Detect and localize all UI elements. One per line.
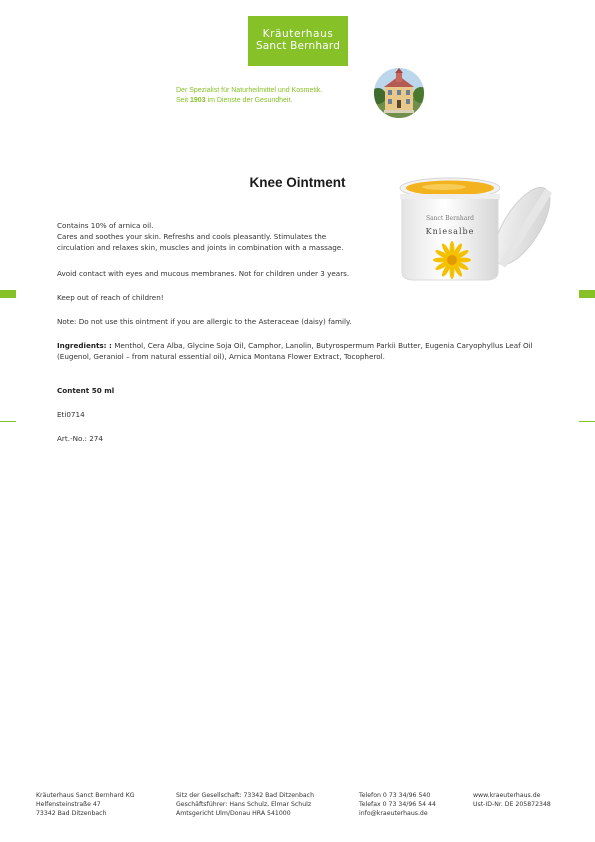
children-warning-text: Keep out of reach of children!	[57, 293, 164, 302]
left-fold-marker	[0, 290, 16, 298]
ingredients-list-part-2: (Eugenol, Geraniol – from natural essential oil), Arnica Montana Flower Extract, Tocopherol.	[57, 352, 385, 361]
footer-line: Kräuterhaus Sanct Bernhard KG	[36, 792, 135, 799]
product-title: Knee Ointment	[249, 175, 346, 190]
footer-line: Sitz der Gesellschaft: 73342 Bad Ditzenbach	[176, 792, 314, 799]
product-jar-image	[394, 174, 564, 284]
tagline-prefix: Seit	[176, 97, 191, 104]
footer-line: Helfensteinstraße 47	[36, 801, 101, 808]
label-code: Eti0714	[57, 410, 85, 419]
logo-line-2: Sanct Bernhard	[255, 40, 341, 52]
jar-brand-text: Sanct Bernhard	[425, 215, 475, 222]
footer-contact	[359, 791, 436, 818]
ingredients-list-part-1: Menthol, Cera Alba, Glycine Soja Oil, Camphor, Lanolin, Butyrospermum Parkii Butter, Eugenia Caryophyllus Leaf Oil	[111, 341, 533, 350]
footer-line: Geschäftsführer: Hans Schulz, Elmar Schulz	[176, 801, 312, 808]
tagline-line-1: Der Spezialist für Naturheilmittel und Kosmetik.	[176, 87, 323, 94]
brand-logo	[248, 16, 348, 66]
footer-email-link[interactable]: info@kraeuterhaus.de	[359, 810, 428, 817]
description-line: circulation and relaxes skin, muscles and joints in combination with a massage.	[57, 243, 344, 252]
allergy-note-text: Note: Do not use this ointment if you are allergic to the Asteraceae (daisy) family.	[57, 317, 352, 326]
footer-company-address	[36, 791, 135, 818]
description-paragraph	[57, 220, 344, 253]
jar-product-text: Kniesalbe	[425, 227, 475, 236]
warning-text: Avoid contact with eyes and mucous membranes. Not for children under 3 years.	[57, 269, 350, 278]
tagline-suffix: im Dienste der Gesundheit.	[205, 97, 293, 104]
tagline	[176, 86, 322, 106]
description-line: Cares and soothes your skin. Refreshs and cools pleasantly. Stimulates the	[57, 232, 327, 241]
ingredients-line-1	[57, 340, 533, 351]
footer-legal-info	[176, 791, 314, 818]
footer-fax: Telefax 0 73 34/96 54 44	[359, 801, 436, 808]
footer-line: 73342 Bad Ditzenbach	[36, 810, 107, 817]
tagline-line-2	[176, 96, 322, 106]
tagline-year: 1903	[190, 97, 206, 104]
ingredients-label: Ingredients: :	[57, 341, 112, 350]
content-size-text: Content 50 ml	[57, 386, 115, 395]
company-building-photo	[374, 68, 424, 118]
content-size	[57, 385, 114, 396]
footer-web-tax	[473, 791, 551, 809]
article-number: Art.-No.: 274	[57, 434, 103, 443]
left-punch-mark	[0, 421, 16, 422]
footer-phone: Telefon 0 73 34/96 540	[359, 792, 431, 799]
logo-line-1: Kräuterhaus	[262, 28, 334, 40]
right-fold-marker	[579, 290, 595, 298]
ingredients-section	[57, 340, 533, 362]
footer-website-link[interactable]: www.kraeuterhaus.de	[473, 792, 541, 799]
right-punch-mark	[579, 421, 595, 422]
footer-vat-id: Ust-ID-Nr. DE 205872348	[473, 801, 551, 808]
description-line: Contains 10% of arnica oil.	[57, 221, 154, 230]
footer-line: Amtsgericht Ulm/Donau HRA 541000	[176, 810, 291, 817]
